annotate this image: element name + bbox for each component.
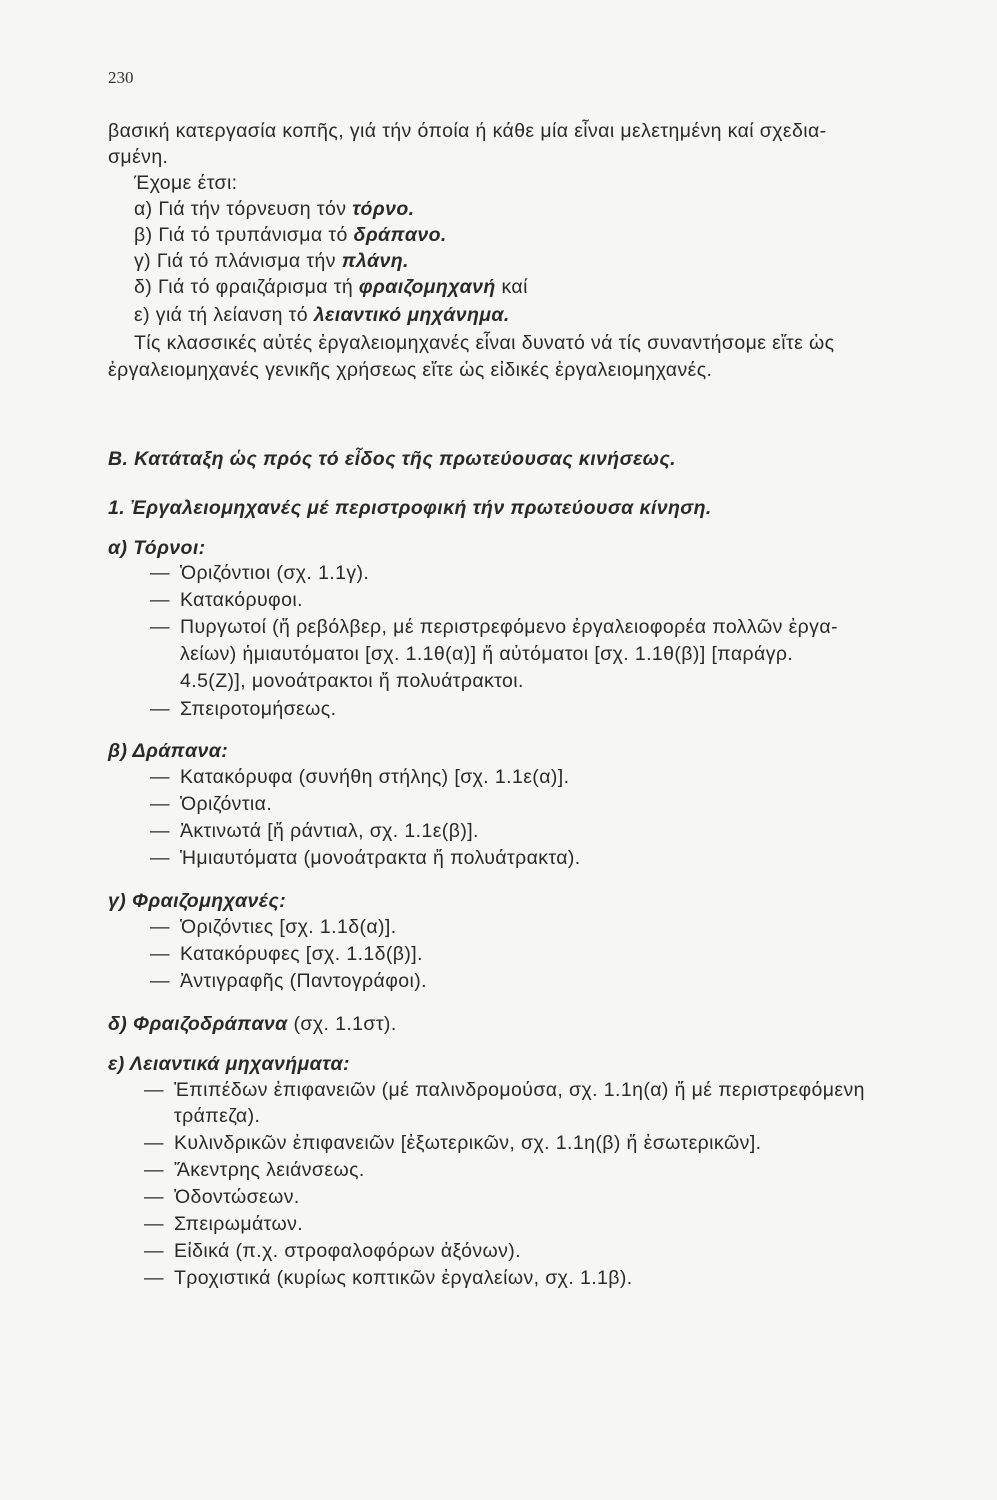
lathes-item-2-text: Κατακόρυφοι.: [180, 589, 303, 611]
item-a-text: α) Γιά τήν τόρνευση τόν: [134, 198, 353, 220]
item-b: [134, 224, 447, 247]
intro-line-3: Έχομε έτσι:: [134, 172, 238, 194]
drills-item-4: [150, 847, 581, 870]
lathes-item-1-text: Ὁριζόντιοι (σχ. 1.1γ).: [180, 562, 370, 584]
grinders-item-6-text: Εἰδικά (π.χ. στροφαλοφόρων ἀξόνων).: [174, 1240, 521, 1262]
lathes-item-3-cont-2: 4.5(Ζ)], μονοάτρακτοι ἤ πολυάτρακτοι.: [180, 670, 524, 692]
item-a-bold: τόρνο.: [352, 198, 415, 220]
mills-item-3: [150, 970, 427, 993]
millpress-suffix: (σχ. 1.1στ).: [287, 1013, 397, 1035]
dash: —: [144, 1132, 164, 1154]
dash: —: [150, 766, 170, 788]
item-e-text: ε) γιά τή λείανση τό: [134, 304, 314, 326]
lathes-item-2: [150, 589, 303, 612]
item-d: [134, 276, 528, 299]
lathes-item-3-text: Πυργωτοί (ἤ ρεβόλβερ, μέ περιστρεφόμενο ἐργαλειοφορέα πολλῶν ἐργα-: [180, 616, 838, 638]
section-1-heading: 1. Ἐργαλειομηχανές μέ περιστροφική τήν πρωτεύουσα κίνηση.: [108, 497, 712, 519]
dash: —: [150, 847, 170, 869]
mills-item-2-text: Κατακόρυφες [σχ. 1.1δ(β)].: [180, 943, 423, 965]
drills-item-1-text: Κατακόρυφα (συνήθη στήλης) [σχ. 1.1ε(α)].: [180, 766, 570, 788]
item-c-bold: πλάνη.: [341, 250, 409, 272]
drills-item-1: [150, 766, 569, 789]
item-e: [134, 304, 510, 327]
dash: —: [144, 1186, 164, 1208]
item-a: [134, 198, 414, 221]
lathes-item-3: [150, 616, 838, 639]
drills-item-3-text: Ἀκτινωτά [ἤ ράντιαλ, σχ. 1.1ε(β)].: [180, 820, 479, 842]
grinders-item-1-text: Ἐπιπέδων ἐπιφανειῶν (μέ παλινδρομούσα, σχ. 1.1η(α) ἤ μέ περιστρεφόμενη: [174, 1079, 865, 1101]
item-c: [134, 250, 409, 273]
lathes-item-3-cont-1: λείων) ἡμιαυτόματοι [σχ. 1.1θ(α)] ἤ αὐτόματοι [σχ. 1.1θ(β)] [παράγρ.: [180, 643, 794, 665]
dash: —: [144, 1267, 164, 1289]
drills-heading: β) Δράπανα:: [108, 740, 229, 762]
intro-paragraph-line-1: Τίς κλασσικές αὐτές ἐργαλειομηχανές εἶναι δυνατό νά τίς συναντήσομε εἴτε ὡς: [134, 332, 835, 354]
item-e-bold: λειαντικό μηχάνημα.: [313, 304, 510, 326]
dash: —: [150, 562, 170, 584]
dash: —: [150, 916, 170, 938]
dash: —: [144, 1213, 164, 1235]
section-b-heading: Β. Κατάταξη ὡς πρός τό εἶδος τῆς πρωτεύουσας κινήσεως.: [108, 448, 676, 470]
millpress-line: [108, 1013, 397, 1036]
dash: —: [150, 616, 170, 638]
lathes-heading: α) Τόρνοι:: [108, 537, 206, 559]
grinders-heading: ε) Λειαντικά μηχανήματα:: [108, 1053, 350, 1075]
dash: —: [150, 970, 170, 992]
grinders-item-6: [144, 1240, 521, 1263]
lathes-item-4: [150, 698, 336, 721]
item-c-text: γ) Γιά τό πλάνισμα τήν: [134, 250, 342, 272]
grinders-item-5-text: Σπειρωμάτων.: [174, 1213, 304, 1235]
item-d-text: δ) Γιά τό φραιζάρισμα τή: [134, 276, 359, 298]
dash: —: [150, 943, 170, 965]
dash: —: [150, 820, 170, 842]
mills-item-1: [150, 916, 397, 939]
lathes-item-4-text: Σπειροτομήσεως.: [180, 698, 337, 720]
dash: —: [144, 1079, 164, 1101]
item-d-bold: φραιζομηχανή: [358, 276, 496, 298]
intro-line-2: σμένη.: [108, 146, 169, 168]
grinders-item-7-text: Τροχιστικά (κυρίως κοπτικῶν ἐργαλείων, σχ. 1.1β).: [174, 1267, 633, 1289]
dash: —: [144, 1240, 164, 1262]
grinders-item-2-text: Κυλινδρικῶν ἐπιφανειῶν [ἐξωτερικῶν, σχ. 1.1η(β) ἤ ἐσωτερικῶν].: [174, 1132, 762, 1154]
intro-line-1: βασική κατεργασία κοπῆς, γιά τήν όποία ή κάθε μία εἶναι μελετημένη καί σχεδια-: [108, 120, 827, 142]
item-d-suffix: καί: [495, 276, 528, 298]
item-b-bold: δράπανο.: [353, 224, 447, 246]
grinders-item-2: [144, 1132, 761, 1155]
page-number: 230: [108, 68, 134, 87]
grinders-item-1-cont: τράπεζα).: [174, 1105, 261, 1127]
drills-item-2-text: Ὁριζόντια.: [180, 793, 273, 815]
grinders-item-4: [144, 1186, 300, 1209]
mills-item-2: [150, 943, 423, 966]
grinders-item-7: [144, 1267, 633, 1290]
drills-item-3: [150, 820, 479, 843]
mills-heading: γ) Φραιζομηχανές:: [108, 890, 287, 912]
grinders-item-1: [144, 1079, 865, 1102]
dash: —: [150, 589, 170, 611]
grinders-item-5: [144, 1213, 303, 1236]
mills-item-3-text: Ἀντιγραφῆς (Παντογράφοι).: [180, 970, 427, 992]
millpress-heading: δ) Φραιζοδράπανα: [108, 1013, 288, 1035]
grinders-item-3: [144, 1159, 365, 1182]
drills-item-2: [150, 793, 272, 816]
grinders-item-4-text: Ὀδοντώσεων.: [174, 1186, 300, 1208]
mills-item-1-text: Ὁριζόντιες [σχ. 1.1δ(α)].: [180, 916, 397, 938]
dash: —: [144, 1159, 164, 1181]
item-b-text: β) Γιά τό τρυπάνισμα τό: [134, 224, 354, 246]
grinders-item-3-text: Ἄκεντρης λειάνσεως.: [174, 1159, 365, 1181]
lathes-item-1: [150, 562, 369, 585]
dash: —: [150, 698, 170, 720]
dash: —: [150, 793, 170, 815]
intro-paragraph-line-2: ἐργαλειομηχανές γενικῆς χρήσεως εἴτε ὡς εἰδικές ἐργαλειομηχανές.: [108, 359, 713, 381]
drills-item-4-text: Ἡμιαυτόματα (μονοάτρακτα ἤ πολυάτρακτα).: [180, 847, 581, 869]
